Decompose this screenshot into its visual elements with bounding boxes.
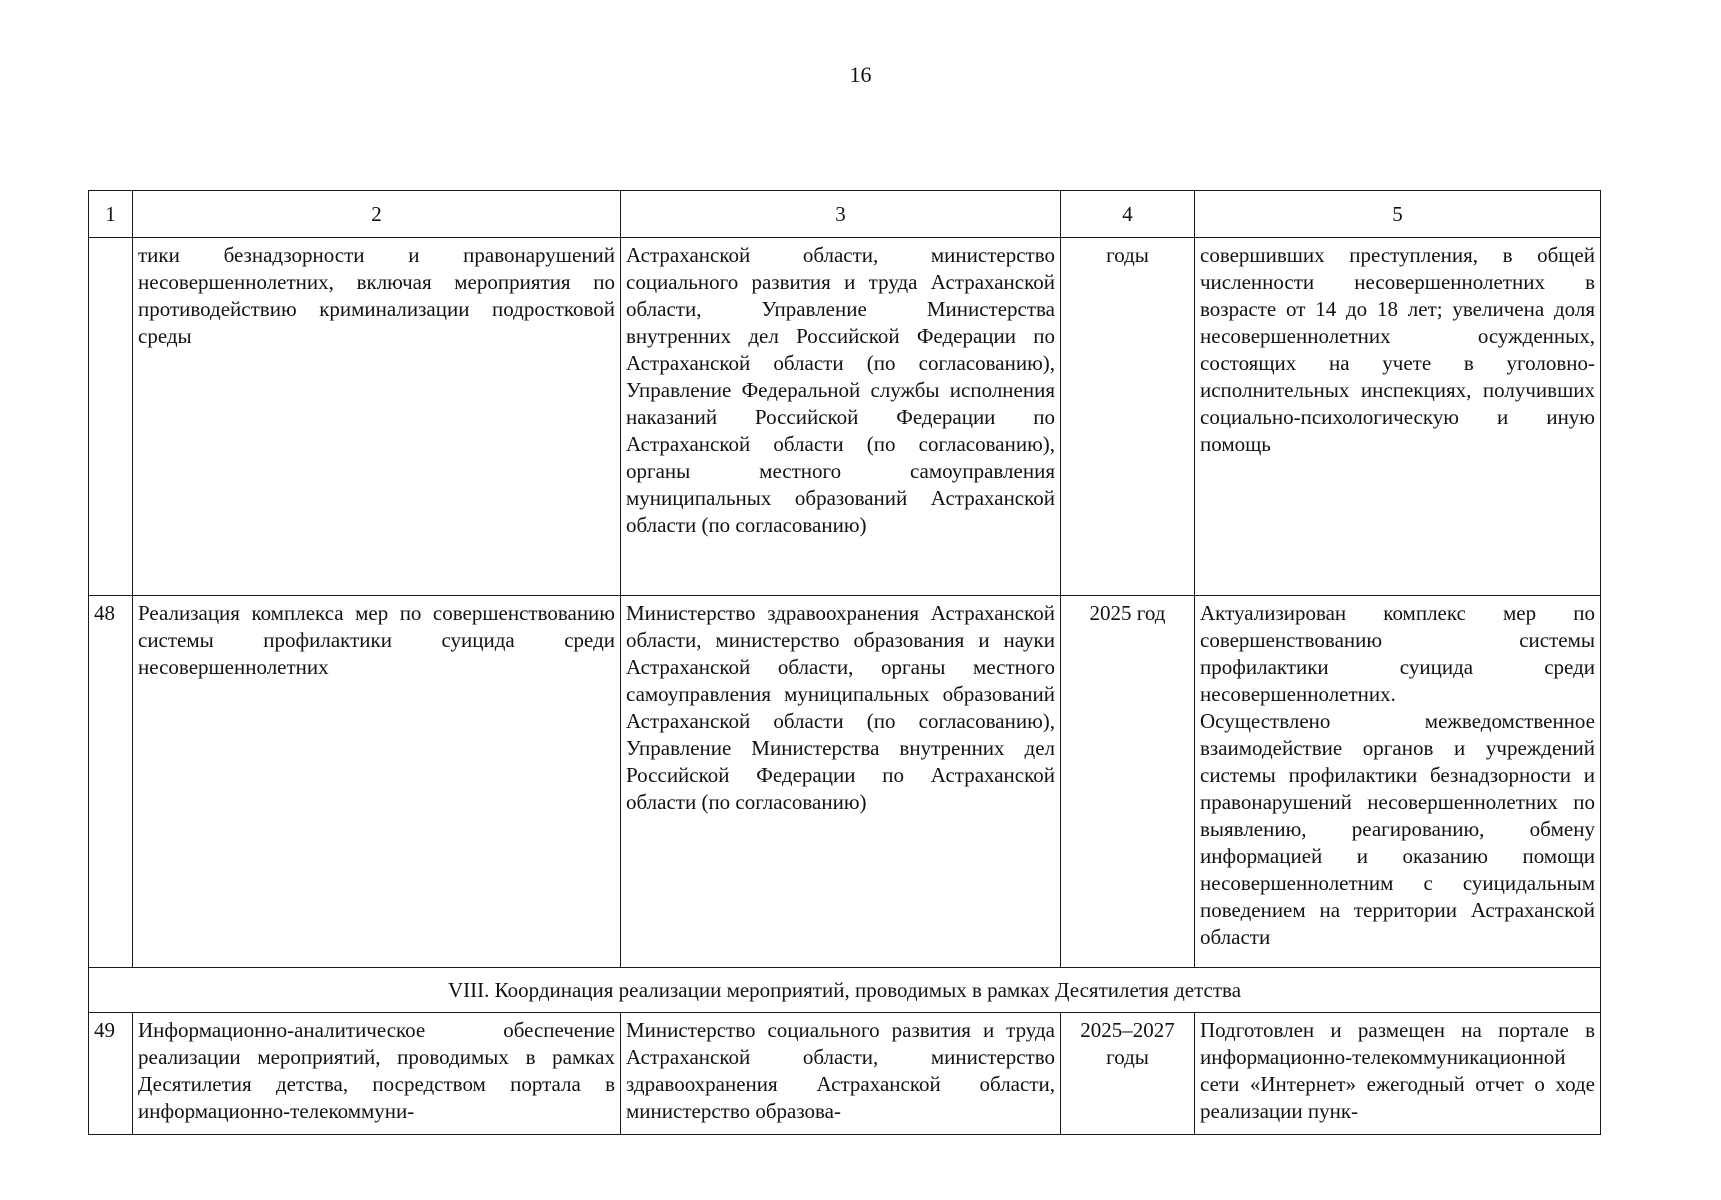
result-paragraph: совершивших преступления, в общей численности несовершеннолетних в возрасте от 14 до 18 лет; увеличена доля несовершеннолетних осужденных, состоящих на учете в уголовно-исполнительных инспекциях, получивших социально-психологическую и иную помощь	[1200, 243, 1595, 456]
column-number: 2	[133, 191, 621, 238]
column-number: 5	[1195, 191, 1601, 238]
responsible-cell: Астраханской области, министерство социального развития и труда Астраханской области, Управление Министерства внутренних дел Российской Федерации по Астраханской области (по согласованию), Управление Федеральной службы исполнения наказаний Российской Федерации по Астраханской области (по согласованию), органы местного самоуправления муниципальных образований Астраханской области (по согласованию)	[621, 238, 1061, 596]
column-number: 4	[1061, 191, 1195, 238]
column-number: 1	[89, 191, 133, 238]
table-row	[89, 1013, 1601, 1135]
result-paragraph: Подготовлен и размещен на портале в информационно-телекоммуникационной сети «Интернет» ежегодный отчет о ходе реализации пунк-	[1200, 1018, 1595, 1123]
row-number-cell	[89, 238, 133, 596]
column-number-row	[89, 191, 1601, 238]
measure-cell: тики безнадзорности и правонарушений несовершеннолетних, включая мероприятия по противодействию криминализации подростковой среды	[133, 238, 621, 596]
responsible-cell: Министерство здравоохранения Астраханской области, министерство образования и науки Астраханской области, органы местного самоуправления муниципальных образований Астраханской области (по согласованию), Управление Министерства внутренних дел Российской Федерации по Астраханской области (по согласованию)	[621, 596, 1061, 968]
measures-table	[88, 190, 1601, 1135]
responsible-cell: Министерство социального развития и труда Астраханской области, министерство здравоохранения Астраханской области, министерство образова-	[621, 1013, 1061, 1135]
column-number: 3	[621, 191, 1061, 238]
result-paragraph: Осуществлено межведомственное взаимодействие органов и учреждений системы профилактики безнадзорности и правонарушений несовершеннолетних по выявлению, реагированию, обмену информацией и оказанию помощи несовершеннолетним с суицидальным поведением на территории Астраханской области	[1200, 709, 1595, 949]
row-number-cell: 49	[89, 1013, 133, 1135]
section-heading: VIII. Координация реализации мероприятий, проводимых в рамках Десятилетия детства	[89, 968, 1601, 1013]
table-row	[89, 596, 1601, 968]
result-cell	[1195, 596, 1601, 968]
result-cell	[1195, 238, 1601, 596]
period-cell: годы	[1061, 238, 1195, 596]
result-paragraph: Актуализирован комплекс мер по совершенствованию системы профилактики суицида среди несовершеннолетних.	[1200, 601, 1595, 706]
result-cell	[1195, 1013, 1601, 1135]
row-number-cell: 48	[89, 596, 133, 968]
period-cell: 2025–2027 годы	[1061, 1013, 1195, 1135]
table-row	[89, 238, 1601, 596]
page-number: 16	[849, 62, 872, 87]
section-heading-row	[89, 968, 1601, 1013]
period-cell: 2025 год	[1061, 596, 1195, 968]
measure-cell: Реализация комплекса мер по совершенствованию системы профилактики суицида среди несовершеннолетних	[133, 596, 621, 968]
measure-cell: Информационно-аналитическое обеспечение реализации мероприятий, проводимых в рамках Десятилетия детства, посредством портала в информационно-телекоммуни-	[133, 1013, 621, 1135]
